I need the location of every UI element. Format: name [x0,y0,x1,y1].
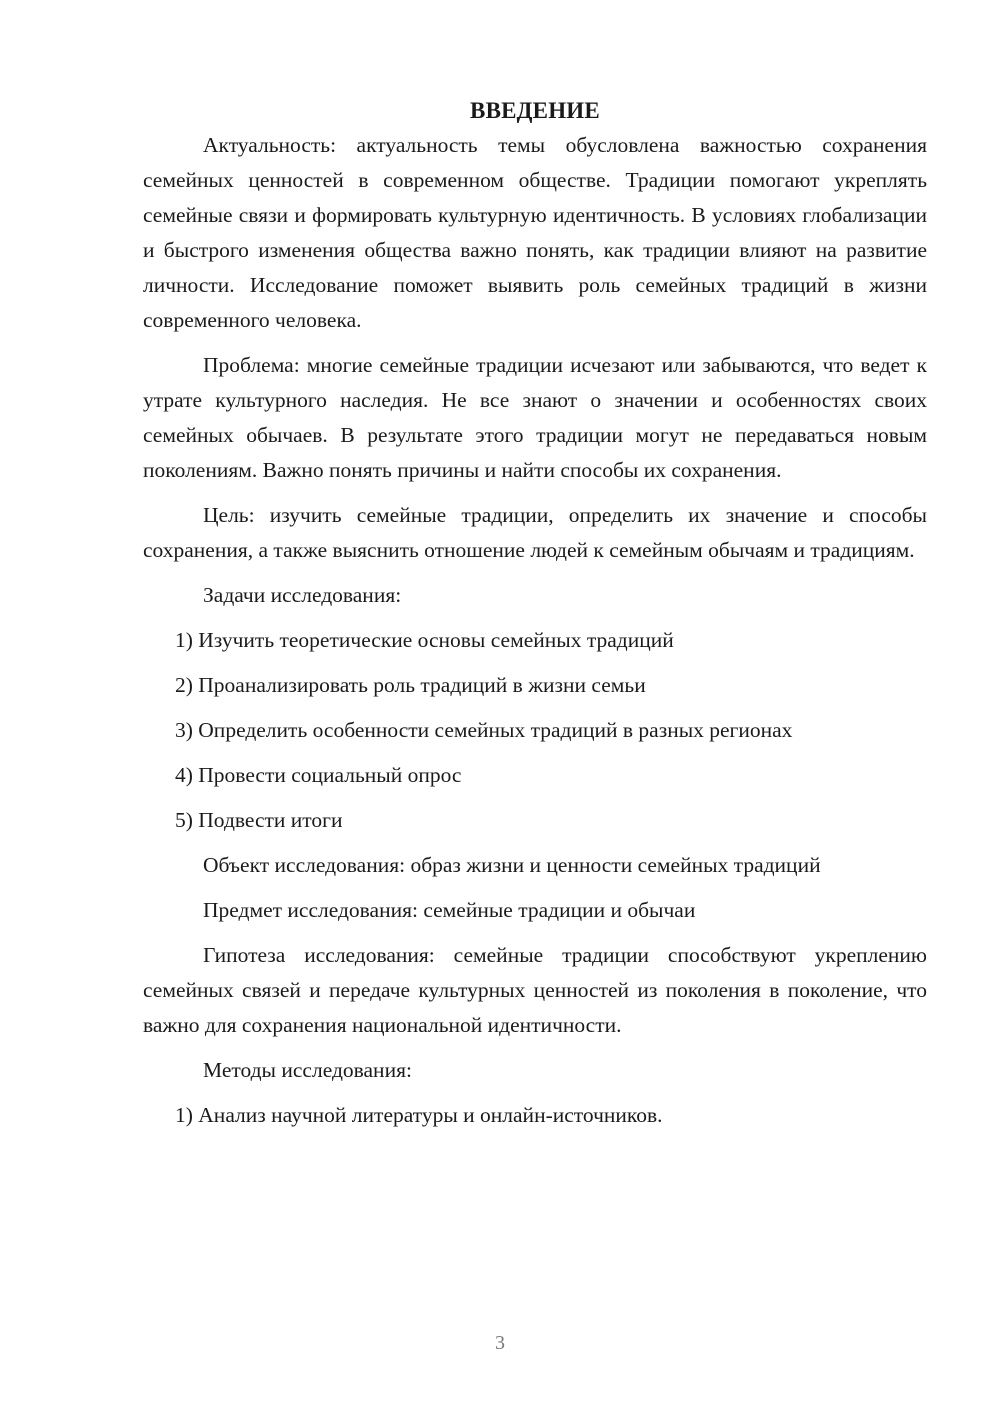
hypothesis-paragraph: Гипотеза исследования: семейные традиции способствуют укреплению семейных связей и передаче культурных ценностей из поколения в поколение, что важно для сохранения национальной идентичности. [143,943,927,1037]
method-item: 1) Анализ научной литературы и онлайн-источников. [175,1103,663,1127]
goal-paragraph: Цель: изучить семейные традиции, определить их значение и способы сохранения, а также выяснить отношение людей к семейным обычаям и традициям. [143,503,927,562]
page-number: 3 [495,1332,505,1354]
page-title: ВВЕДЕНИЕ [470,98,600,123]
document-page [143,96,927,1133]
methods-title: Методы исследования: [203,1058,412,1082]
subject-paragraph: Предмет исследования: семейные традиции и обычаи [203,898,696,922]
task-item: 3) Определить особенности семейных традиций в разных регионах [175,718,793,742]
task-item: 1) Изучить теоретические основы семейных традиций [175,628,674,652]
object-paragraph: Объект исследования: образ жизни и ценности семейных традиций [203,853,821,877]
task-item: 4) Провести социальный опрос [175,763,462,787]
relevance-paragraph: Актуальность: актуальность темы обусловлена важностью сохранения семейных ценностей в современном обществе. Традиции помогают укреплять семейные связи и формировать культурную идентичность. В условиях глобализации и быстрого изменения общества важно понять, как традиции влияют на развитие личности. Исследование поможет выявить роль семейных традиций в жизни современного человека. [143,133,927,332]
task-item: 2) Проанализировать роль традиций в жизни семьи [175,673,646,697]
problem-paragraph: Проблема: многие семейные традиции исчезают или забываются, что ведет к утрате культурного наследия. Не все знают о значении и особенностях своих семейных обычаев. В результате этого традиции могут не передаваться новым поколениям. Важно понять причины и найти способы их сохранения. [143,353,927,482]
task-item: 5) Подвести итоги [175,808,343,832]
tasks-title: Задачи исследования: [203,583,402,607]
